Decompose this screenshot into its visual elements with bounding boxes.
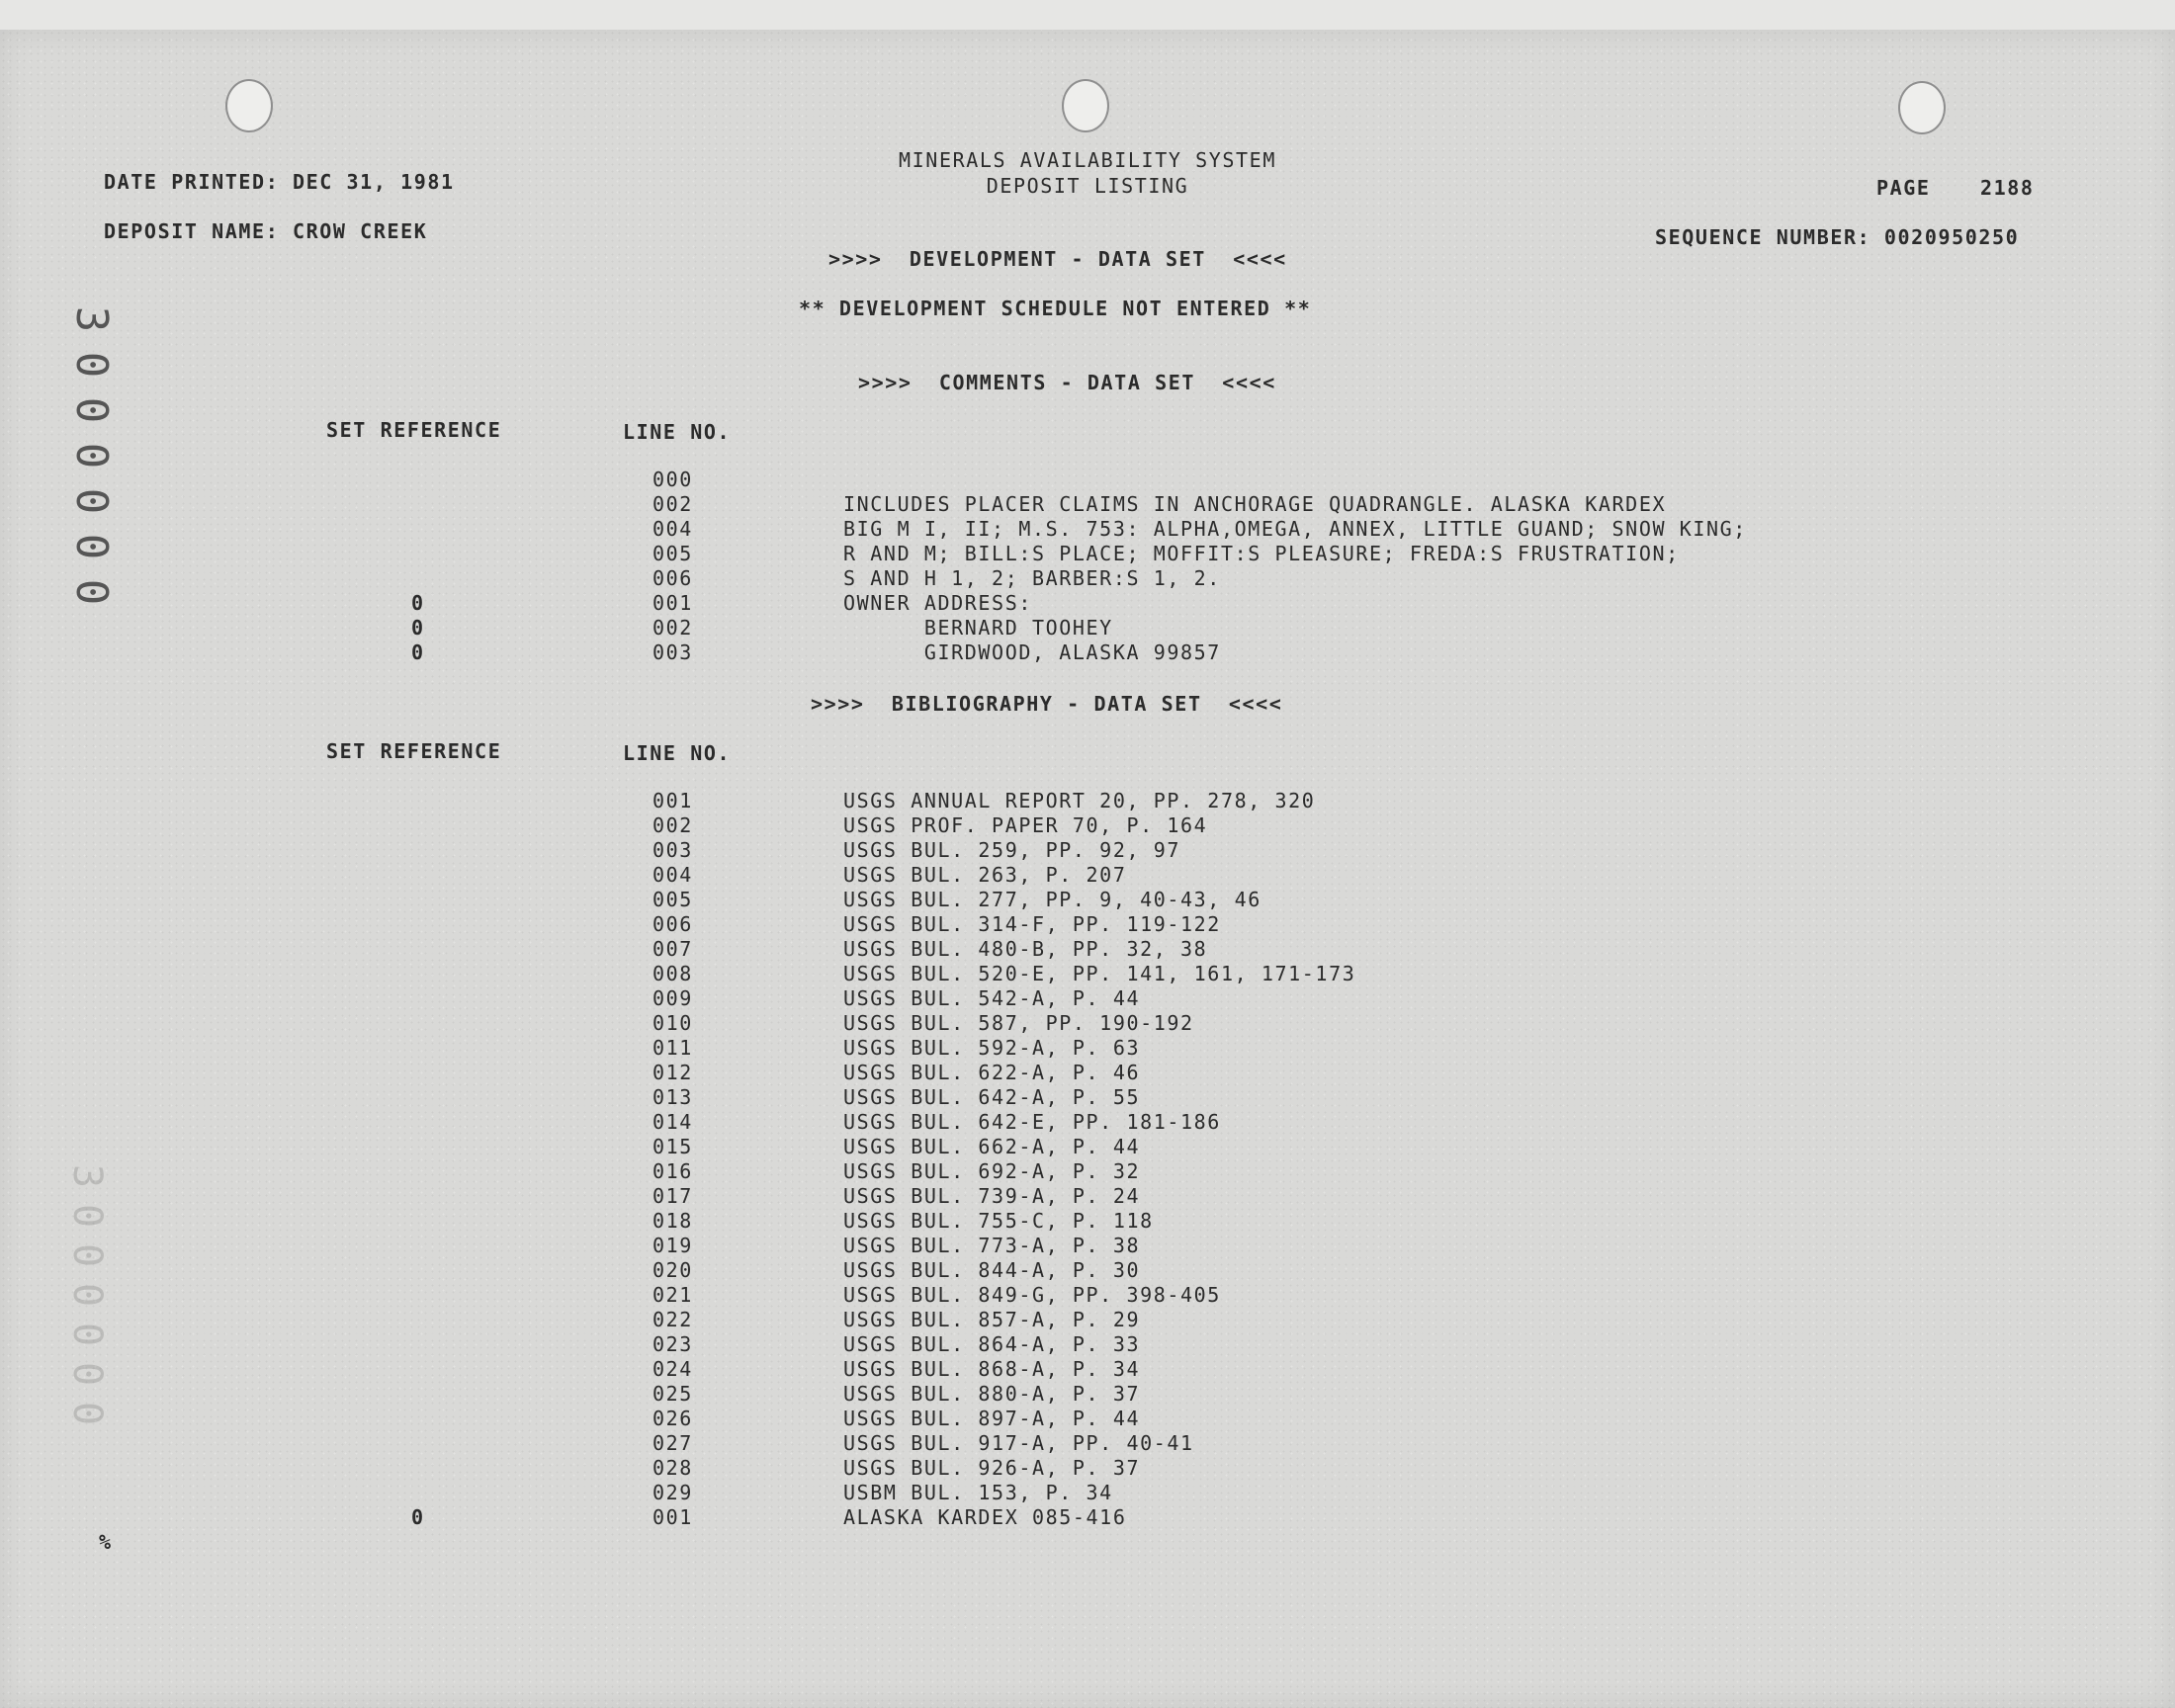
bibliography-line-no: 020 bbox=[652, 1258, 693, 1282]
bibliography-text: USGS BUL. 917-A, PP. 40-41 bbox=[843, 1431, 1194, 1455]
bibliography-line-no: 006 bbox=[652, 912, 693, 936]
bibliography-text: USGS BUL. 520-E, PP. 141, 161, 171-173 bbox=[843, 962, 1356, 985]
bibliography-set-reference: 0 bbox=[411, 1505, 425, 1529]
comment-text: S AND H 1, 2; BARBER:S 1, 2. bbox=[843, 566, 1221, 590]
bibliography-line-no: 023 bbox=[652, 1332, 693, 1356]
punch-hole-right bbox=[1898, 81, 1946, 134]
comment-line-no: 004 bbox=[652, 517, 693, 541]
bibliography-line-no: 022 bbox=[652, 1308, 693, 1331]
bibliography-text: USGS BUL. 897-A, P. 44 bbox=[843, 1407, 1141, 1430]
bibliography-line-no: 028 bbox=[652, 1456, 693, 1480]
comment-line-no: 002 bbox=[652, 492, 693, 516]
bibliography-text: USGS BUL. 849-G, PP. 398-405 bbox=[843, 1283, 1221, 1307]
punch-hole-left bbox=[225, 79, 273, 132]
bibliography-line-no: 008 bbox=[652, 962, 693, 985]
bibliography-text: USGS BUL. 622-A, P. 46 bbox=[843, 1061, 1141, 1084]
footer-mark: % bbox=[99, 1530, 113, 1554]
bibliography-line-no: 014 bbox=[652, 1110, 693, 1134]
bibliography-line-no: 027 bbox=[652, 1431, 693, 1455]
bibliography-text: USGS BUL. 592-A, P. 63 bbox=[843, 1036, 1141, 1060]
comment-line-no: 002 bbox=[652, 616, 693, 640]
comment-line-no: 001 bbox=[652, 591, 693, 615]
comment-set-reference: 0 bbox=[411, 640, 425, 664]
bibliography-text: USGS BUL. 259, PP. 92, 97 bbox=[843, 838, 1181, 862]
bibliography-text: USGS BUL. 692-A, P. 32 bbox=[843, 1159, 1141, 1183]
bibliography-line-no: 004 bbox=[652, 863, 693, 887]
comment-set-reference: 0 bbox=[411, 616, 425, 640]
deposit-name: DEPOSIT NAME: CROW CREEK bbox=[104, 219, 428, 243]
bibliography-text: USGS BUL. 773-A, P. 38 bbox=[843, 1234, 1141, 1257]
bibliography-line-no: 017 bbox=[652, 1184, 693, 1208]
bibliography-heading: >>>> BIBLIOGRAPHY - DATA SET <<<< bbox=[811, 692, 1283, 716]
bibliography-line-no: 007 bbox=[652, 937, 693, 961]
comment-line-no: 000 bbox=[652, 468, 693, 491]
bibliography-text: USGS BUL. 263, P. 207 bbox=[843, 863, 1127, 887]
page-number: 2188 bbox=[1980, 176, 2035, 200]
bibliography-text: USBM BUL. 153, P. 34 bbox=[843, 1481, 1113, 1504]
comment-line-no: 006 bbox=[652, 566, 693, 590]
comment-line-no: 003 bbox=[652, 640, 693, 664]
bibliography-line-no: 024 bbox=[652, 1357, 693, 1381]
bibliography-text: USGS BUL. 642-E, PP. 181-186 bbox=[843, 1110, 1221, 1134]
development-heading: >>>> DEVELOPMENT - DATA SET <<<< bbox=[828, 247, 1287, 271]
bibliography-text: USGS BUL. 480-B, PP. 32, 38 bbox=[843, 937, 1208, 961]
bibliography-line-no: 016 bbox=[652, 1159, 693, 1183]
bibliography-line-no: 018 bbox=[652, 1209, 693, 1233]
bibliography-text: USGS BUL. 542-A, P. 44 bbox=[843, 986, 1141, 1010]
system-title: MINERALS AVAILABILITY SYSTEM bbox=[899, 148, 1276, 172]
side-stamp: 3 0 0 0 0 0 0 bbox=[66, 305, 117, 606]
date-printed: DATE PRINTED: DEC 31, 1981 bbox=[104, 170, 455, 194]
bibliography-text: USGS BUL. 642-A, P. 55 bbox=[843, 1085, 1141, 1109]
bibliography-line-no: 013 bbox=[652, 1085, 693, 1109]
bibliography-line-no: 009 bbox=[652, 986, 693, 1010]
bibliography-line-no: 026 bbox=[652, 1407, 693, 1430]
bibliography-text: USGS BUL. 587, PP. 190-192 bbox=[843, 1011, 1194, 1035]
bibliography-text: USGS BUL. 844-A, P. 30 bbox=[843, 1258, 1141, 1282]
bibliography-text: ALASKA KARDEX 085-416 bbox=[843, 1505, 1127, 1529]
comment-set-reference: 0 bbox=[411, 591, 425, 615]
punch-hole-center bbox=[1062, 79, 1109, 132]
bibliography-text: USGS BUL. 864-A, P. 33 bbox=[843, 1332, 1141, 1356]
comment-text: OWNER ADDRESS: bbox=[843, 591, 1032, 615]
bibliography-text: USGS BUL. 277, PP. 9, 40-43, 46 bbox=[843, 888, 1262, 911]
bibliography-text: USGS BUL. 880-A, P. 37 bbox=[843, 1382, 1141, 1406]
bibliography-col-set-reference: SET REFERENCE bbox=[326, 739, 502, 763]
bibliography-line-no: 029 bbox=[652, 1481, 693, 1504]
bibliography-line-no: 025 bbox=[652, 1382, 693, 1406]
bibliography-line-no: 001 bbox=[652, 1505, 693, 1529]
bibliography-line-no: 001 bbox=[652, 789, 693, 812]
side-stamp-faint: 3 0 0 0 0 0 0 bbox=[64, 1163, 110, 1426]
bibliography-line-no: 012 bbox=[652, 1061, 693, 1084]
bibliography-text: USGS BUL. 857-A, P. 29 bbox=[843, 1308, 1141, 1331]
comment-line-no: 005 bbox=[652, 542, 693, 565]
bibliography-line-no: 002 bbox=[652, 813, 693, 837]
bibliography-line-no: 011 bbox=[652, 1036, 693, 1060]
comment-text: BIG M I, II; M.S. 753: ALPHA,OMEGA, ANNEX, LITTLE GUAND; SNOW KING; bbox=[843, 517, 1747, 541]
bibliography-line-no: 003 bbox=[652, 838, 693, 862]
bibliography-text: USGS BUL. 868-A, P. 34 bbox=[843, 1357, 1141, 1381]
comments-col-line-no: LINE NO. bbox=[623, 420, 732, 444]
comment-text: GIRDWOOD, ALASKA 99857 bbox=[843, 640, 1221, 664]
page-label: PAGE bbox=[1876, 176, 1931, 200]
development-note: ** DEVELOPMENT SCHEDULE NOT ENTERED ** bbox=[799, 297, 1312, 320]
bibliography-line-no: 021 bbox=[652, 1283, 693, 1307]
bibliography-line-no: 010 bbox=[652, 1011, 693, 1035]
bibliography-text: USGS BUL. 755-C, P. 118 bbox=[843, 1209, 1154, 1233]
bibliography-line-no: 005 bbox=[652, 888, 693, 911]
bibliography-text: USGS PROF. PAPER 70, P. 164 bbox=[843, 813, 1208, 837]
report-subtitle: DEPOSIT LISTING bbox=[986, 174, 1189, 198]
bibliography-line-no: 015 bbox=[652, 1135, 693, 1158]
comments-heading: >>>> COMMENTS - DATA SET <<<< bbox=[858, 371, 1276, 394]
bibliography-text: USGS BUL. 662-A, P. 44 bbox=[843, 1135, 1141, 1158]
bibliography-text: USGS ANNUAL REPORT 20, PP. 278, 320 bbox=[843, 789, 1316, 812]
sequence-number: SEQUENCE NUMBER: 0020950250 bbox=[1655, 225, 2020, 249]
comments-col-set-reference: SET REFERENCE bbox=[326, 418, 502, 442]
bibliography-text: USGS BUL. 926-A, P. 37 bbox=[843, 1456, 1141, 1480]
comment-text: BERNARD TOOHEY bbox=[843, 616, 1113, 640]
bibliography-col-line-no: LINE NO. bbox=[623, 741, 732, 765]
comment-text: INCLUDES PLACER CLAIMS IN ANCHORAGE QUADRANGLE. ALASKA KARDEX bbox=[843, 492, 1667, 516]
bibliography-line-no: 019 bbox=[652, 1234, 693, 1257]
comment-text: R AND M; BILL:S PLACE; MOFFIT:S PLEASURE; FREDA:S FRUSTRATION; bbox=[843, 542, 1680, 565]
bibliography-text: USGS BUL. 739-A, P. 24 bbox=[843, 1184, 1141, 1208]
bibliography-text: USGS BUL. 314-F, PP. 119-122 bbox=[843, 912, 1221, 936]
